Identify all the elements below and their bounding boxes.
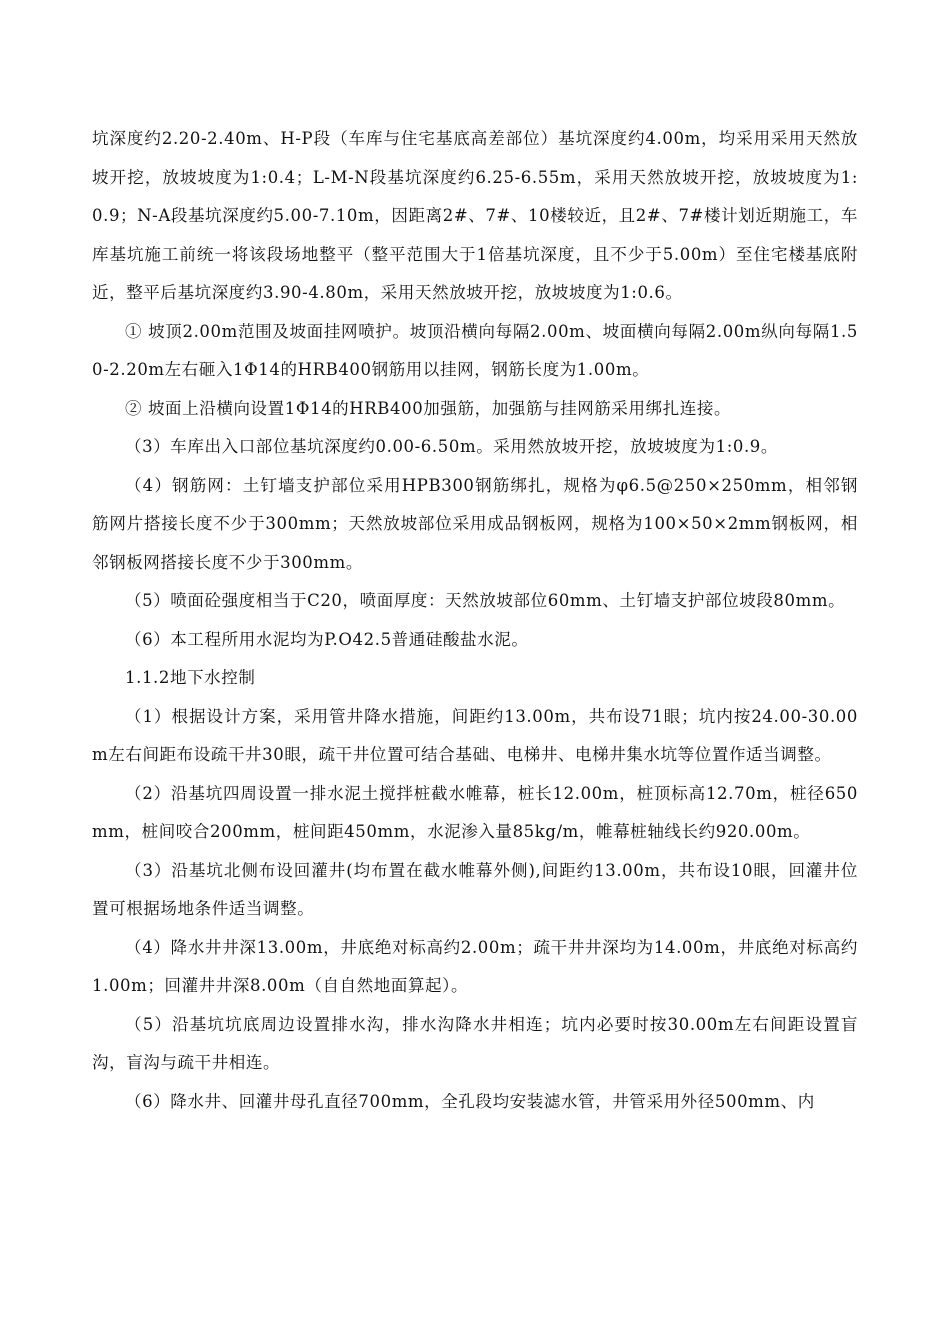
paragraph-gw-item-5: （5）沿基坑坑底周边设置排水沟，排水沟降水井相连；坑内必要时按30.00m左右间距设置盲沟，盲沟与疏干井相连。 [92, 1014, 858, 1072]
paragraph-gw-item-3: （3）沿基坑北侧布设回灌井(均布置在截水帷幕外侧),间距约13.00m，共布设10眼，回灌井位置可根据场地条件适当调整。 [92, 860, 858, 918]
paragraph-gw-item-4: （4）降水井井深13.00m，井底绝对标高约2.00m；疏干井井深均为14.00m，井底绝对标高约1.00m；回灌井井深8.00m（自自然地面算起）。 [92, 937, 858, 995]
paragraph-item-4: （4）钢筋网：土钉墙支护部位采用HPB300钢筋绑扎，规格为φ6.5@250×250mm，相邻钢筋网片搭接长度不少于300mm；天然放坡部位采用成品钢板网，规格为100×50×2mm钢板网，相邻钢板网搭接长度不少于300mm。 [92, 475, 858, 572]
paragraph-gw-item-2: （2）沿基坑四周设置一排水泥土搅拌桩截水帷幕，桩长12.00m，桩顶标高12.70m，桩径650mm，桩间咬合200mm，桩间距450mm，水泥渗入量85kg/m，帷幕桩轴线长约920.00m。 [92, 783, 858, 841]
section-heading-groundwater-control: 1.1.2地下水控制 [125, 668, 256, 687]
paragraph-item-6: （6）本工程所用水泥均为P.O42.5普通硅酸盐水泥。 [125, 629, 529, 649]
paragraph-slope-depths: 坑深度约2.20-2.40m、H-P段（车库与住宅基底高差部位）基坑深度约4.00m，均采用采用天然放坡开挖，放坡坡度为1:0.4；L-M-N段基坑深度约6.25-6.55m，采用天然放坡开挖，放坡坡度为1:0.9；N-A段基坑深度约5.00-7.10m，因距离2#、7#、10楼较近，且2#、7#楼计划近期施工，车库基坑施工前统一将该段场地整平（整平范围大于1倍基坑深度，且不少于5.00m）至住宅楼基底附近，整平后基坑深度约3.90-4.80m，采用天然放坡开挖，放坡坡度为1:0.6。 [92, 129, 858, 302]
paragraph-item-3: （3）车库出入口部位基坑深度约0.00-6.50m。采用然放坡开挖，放坡坡度为1:0.9。 [125, 437, 778, 456]
paragraph-item-1-circle: ① 坡顶2.00m范围及坡面挂网喷护。坡顶沿横向每隔2.00m、坡面横向每隔2.00m纵向每隔1.50-2.20m左右砸入1Φ14的HRB400钢筋用以挂网，钢筋长度为1.00m。 [92, 321, 858, 379]
paragraph-gw-item-6: （6）降水井、回灌井母孔直径700mm，全孔段均安装滤水管，井管采用外径500mm、内 [125, 1091, 815, 1111]
paragraph-item-2-circle: ② 坡面上沿横向设置1Φ14的HRB400加强筋，加强筋与挂网筋采用绑扎连接。 [125, 398, 732, 418]
paragraph-gw-item-1: （1）根据设计方案，采用管井降水措施，间距约13.00m，共布设71眼；坑内按24.00-30.00m左右间距布设疏干井30眼，疏干井位置可结合基础、电梯井、电梯井集水坑等位置作适当调整。 [92, 706, 858, 764]
paragraph-item-5: （5）喷面砼强度相当于C20，喷面厚度：天然放坡部位60mm、土钉墙支护部位坡段80mm。 [125, 591, 846, 610]
document-body [92, 120, 858, 1121]
